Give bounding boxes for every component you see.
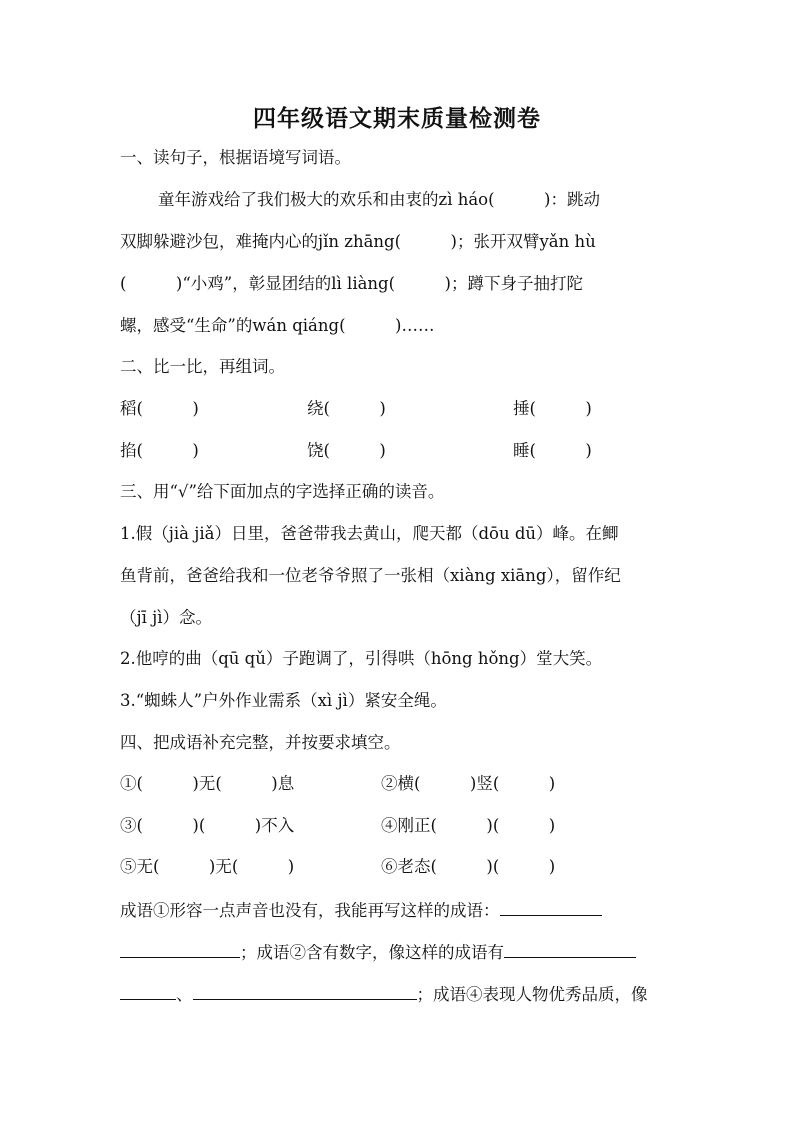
idiom-question-text: ；成语②含有数字，像这样的成语有 bbox=[240, 943, 504, 962]
answer-blank[interactable] bbox=[120, 981, 176, 1000]
answer-blank[interactable] bbox=[120, 939, 240, 958]
section1-line: 童年游戏给了我们极大的欢乐和由衷的zì háo( )：跳动 bbox=[158, 190, 600, 209]
idiom-item: ③( )( )不入 bbox=[120, 816, 295, 835]
answer-blank[interactable] bbox=[500, 897, 602, 916]
page-title: 四年级语文期末质量检测卷 bbox=[253, 105, 541, 132]
idiom-item: ②横( )竖( ) bbox=[381, 774, 556, 793]
compare-item: 捶( ) bbox=[513, 399, 592, 418]
idiom-question-line bbox=[120, 939, 680, 965]
section1-heading: 一、读句子，根据语境写词语。 bbox=[120, 148, 351, 167]
section3-line: 1.假（jià jiǎ）日里，爸爸带我去黄山，爬天都（dōu dū）峰。在鲫 bbox=[120, 524, 619, 543]
section3-line: 鱼背前，爸爸给我和一位老爷爷照了一张相（xiàng xiāng），留作纪 bbox=[120, 566, 621, 585]
section1-line: 螺，感受“生命”的wán qiáng( )…… bbox=[120, 316, 435, 335]
idiom-item: ⑥老态( )( ) bbox=[381, 857, 556, 876]
compare-item: 绕( ) bbox=[307, 399, 386, 418]
section4-heading: 四、把成语补充完整，并按要求填空。 bbox=[120, 733, 401, 752]
idiom-item: ⑤无( )无( ) bbox=[120, 857, 295, 876]
answer-blank[interactable] bbox=[193, 981, 417, 1000]
compare-item: 饶( ) bbox=[307, 441, 386, 460]
compare-item: 稻( ) bbox=[120, 399, 199, 418]
section2-heading: 二、比一比，再组词。 bbox=[120, 357, 285, 376]
section3-line: 2.他哼的曲（qū qǔ）子跑调了，引得哄（hōng hǒng）堂大笑。 bbox=[120, 649, 603, 668]
answer-blank[interactable] bbox=[504, 939, 636, 958]
idiom-question-line bbox=[120, 897, 680, 923]
separator: 、 bbox=[176, 985, 193, 1004]
section3-line: （jī jì）念。 bbox=[120, 608, 213, 627]
section1-line: ( )“小鸡”，彰显团结的lì liàng( )；蹲下身子抽打陀 bbox=[120, 274, 583, 293]
idiom-question-text: ；成语④表现人物优秀品质，像 bbox=[416, 985, 648, 1004]
section1-line: 双脚躲避沙包，难掩内心的jǐn zhāng( )；张开双臂yǎn hù bbox=[120, 232, 596, 251]
section3-line: 3.“蜘蛛人”户外作业需系（xì jì）紧安全绳。 bbox=[120, 691, 447, 710]
compare-item: 睡( ) bbox=[513, 441, 592, 460]
compare-item: 掐( ) bbox=[120, 441, 199, 460]
idiom-item: ①( )无( )息 bbox=[120, 774, 295, 793]
idiom-item: ④刚正( )( ) bbox=[381, 816, 556, 835]
section3-heading: 三、用“√”给下面加点的字选择正确的读音。 bbox=[120, 482, 445, 501]
idiom-question-line bbox=[120, 981, 680, 1007]
idiom-question-text: 成语①形容一点声音也没有，我能再写这样的成语： bbox=[120, 901, 500, 920]
